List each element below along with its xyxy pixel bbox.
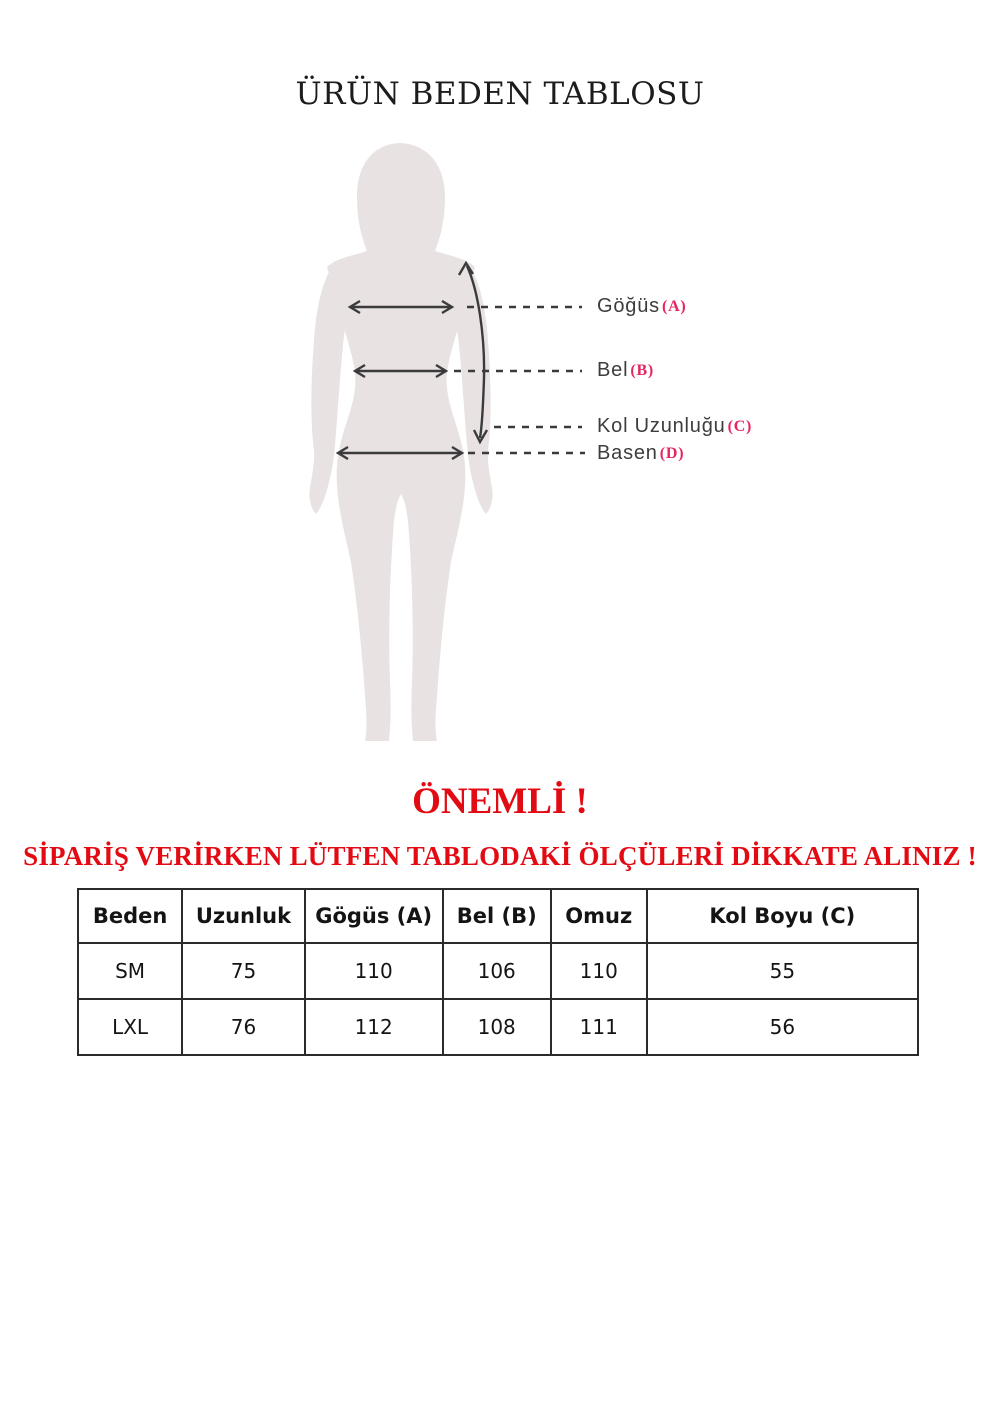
cell-bel: 108 (443, 999, 551, 1055)
size-table (77, 888, 919, 1056)
body-measurement-diagram (280, 133, 600, 753)
measurement-name: Kol Uzunluğu (597, 415, 726, 437)
measurement-code: (A) (661, 298, 687, 315)
measurement-name: Bel (597, 359, 629, 381)
cell-omuz: 110 (551, 943, 647, 999)
measurement-name: Göğüs (597, 295, 660, 317)
measurement-code: (D) (659, 445, 685, 462)
cell-beden: SM (78, 943, 182, 999)
header-cell-beden: Beden (78, 889, 182, 943)
cell-kol-boyu: 56 (647, 999, 918, 1055)
cell-gogus: 112 (305, 999, 443, 1055)
size-row-lxl (78, 999, 918, 1055)
size-table-header-row (78, 889, 918, 943)
header-cell-omuz: Omuz (551, 889, 647, 943)
cell-uzunluk: 76 (182, 999, 305, 1055)
page-title: ÜRÜN BEDEN TABLOSU (295, 76, 705, 112)
measurement-label-chest (597, 295, 687, 318)
size-row-sm (78, 943, 918, 999)
header-cell-kol-boyu: Kol Boyu (C) (647, 889, 918, 943)
header-cell-bel: Bel (B) (443, 889, 551, 943)
female-silhouette-icon (309, 143, 492, 741)
important-heading: ÖNEMLİ ! (412, 781, 588, 822)
header-cell-uzunluk: Uzunluk (182, 889, 305, 943)
cell-uzunluk: 75 (182, 943, 305, 999)
measurement-code: (C) (727, 418, 753, 435)
cell-gogus: 110 (305, 943, 443, 999)
cell-bel: 106 (443, 943, 551, 999)
measurement-label-hip (597, 442, 684, 465)
measurement-label-waist (597, 359, 654, 382)
cell-beden: LXL (78, 999, 182, 1055)
header-cell-gogus: Gögüs (A) (305, 889, 443, 943)
measurement-label-arm-length (597, 415, 752, 438)
warning-text: SİPARİŞ VERİRKEN LÜTFEN TABLODAKİ ÖLÇÜLERİ DİKKATE ALINIZ ! (23, 841, 977, 871)
measurement-name: Basen (597, 442, 658, 464)
cell-omuz: 111 (551, 999, 647, 1055)
measurement-code: (B) (630, 362, 655, 379)
cell-kol-boyu: 55 (647, 943, 918, 999)
